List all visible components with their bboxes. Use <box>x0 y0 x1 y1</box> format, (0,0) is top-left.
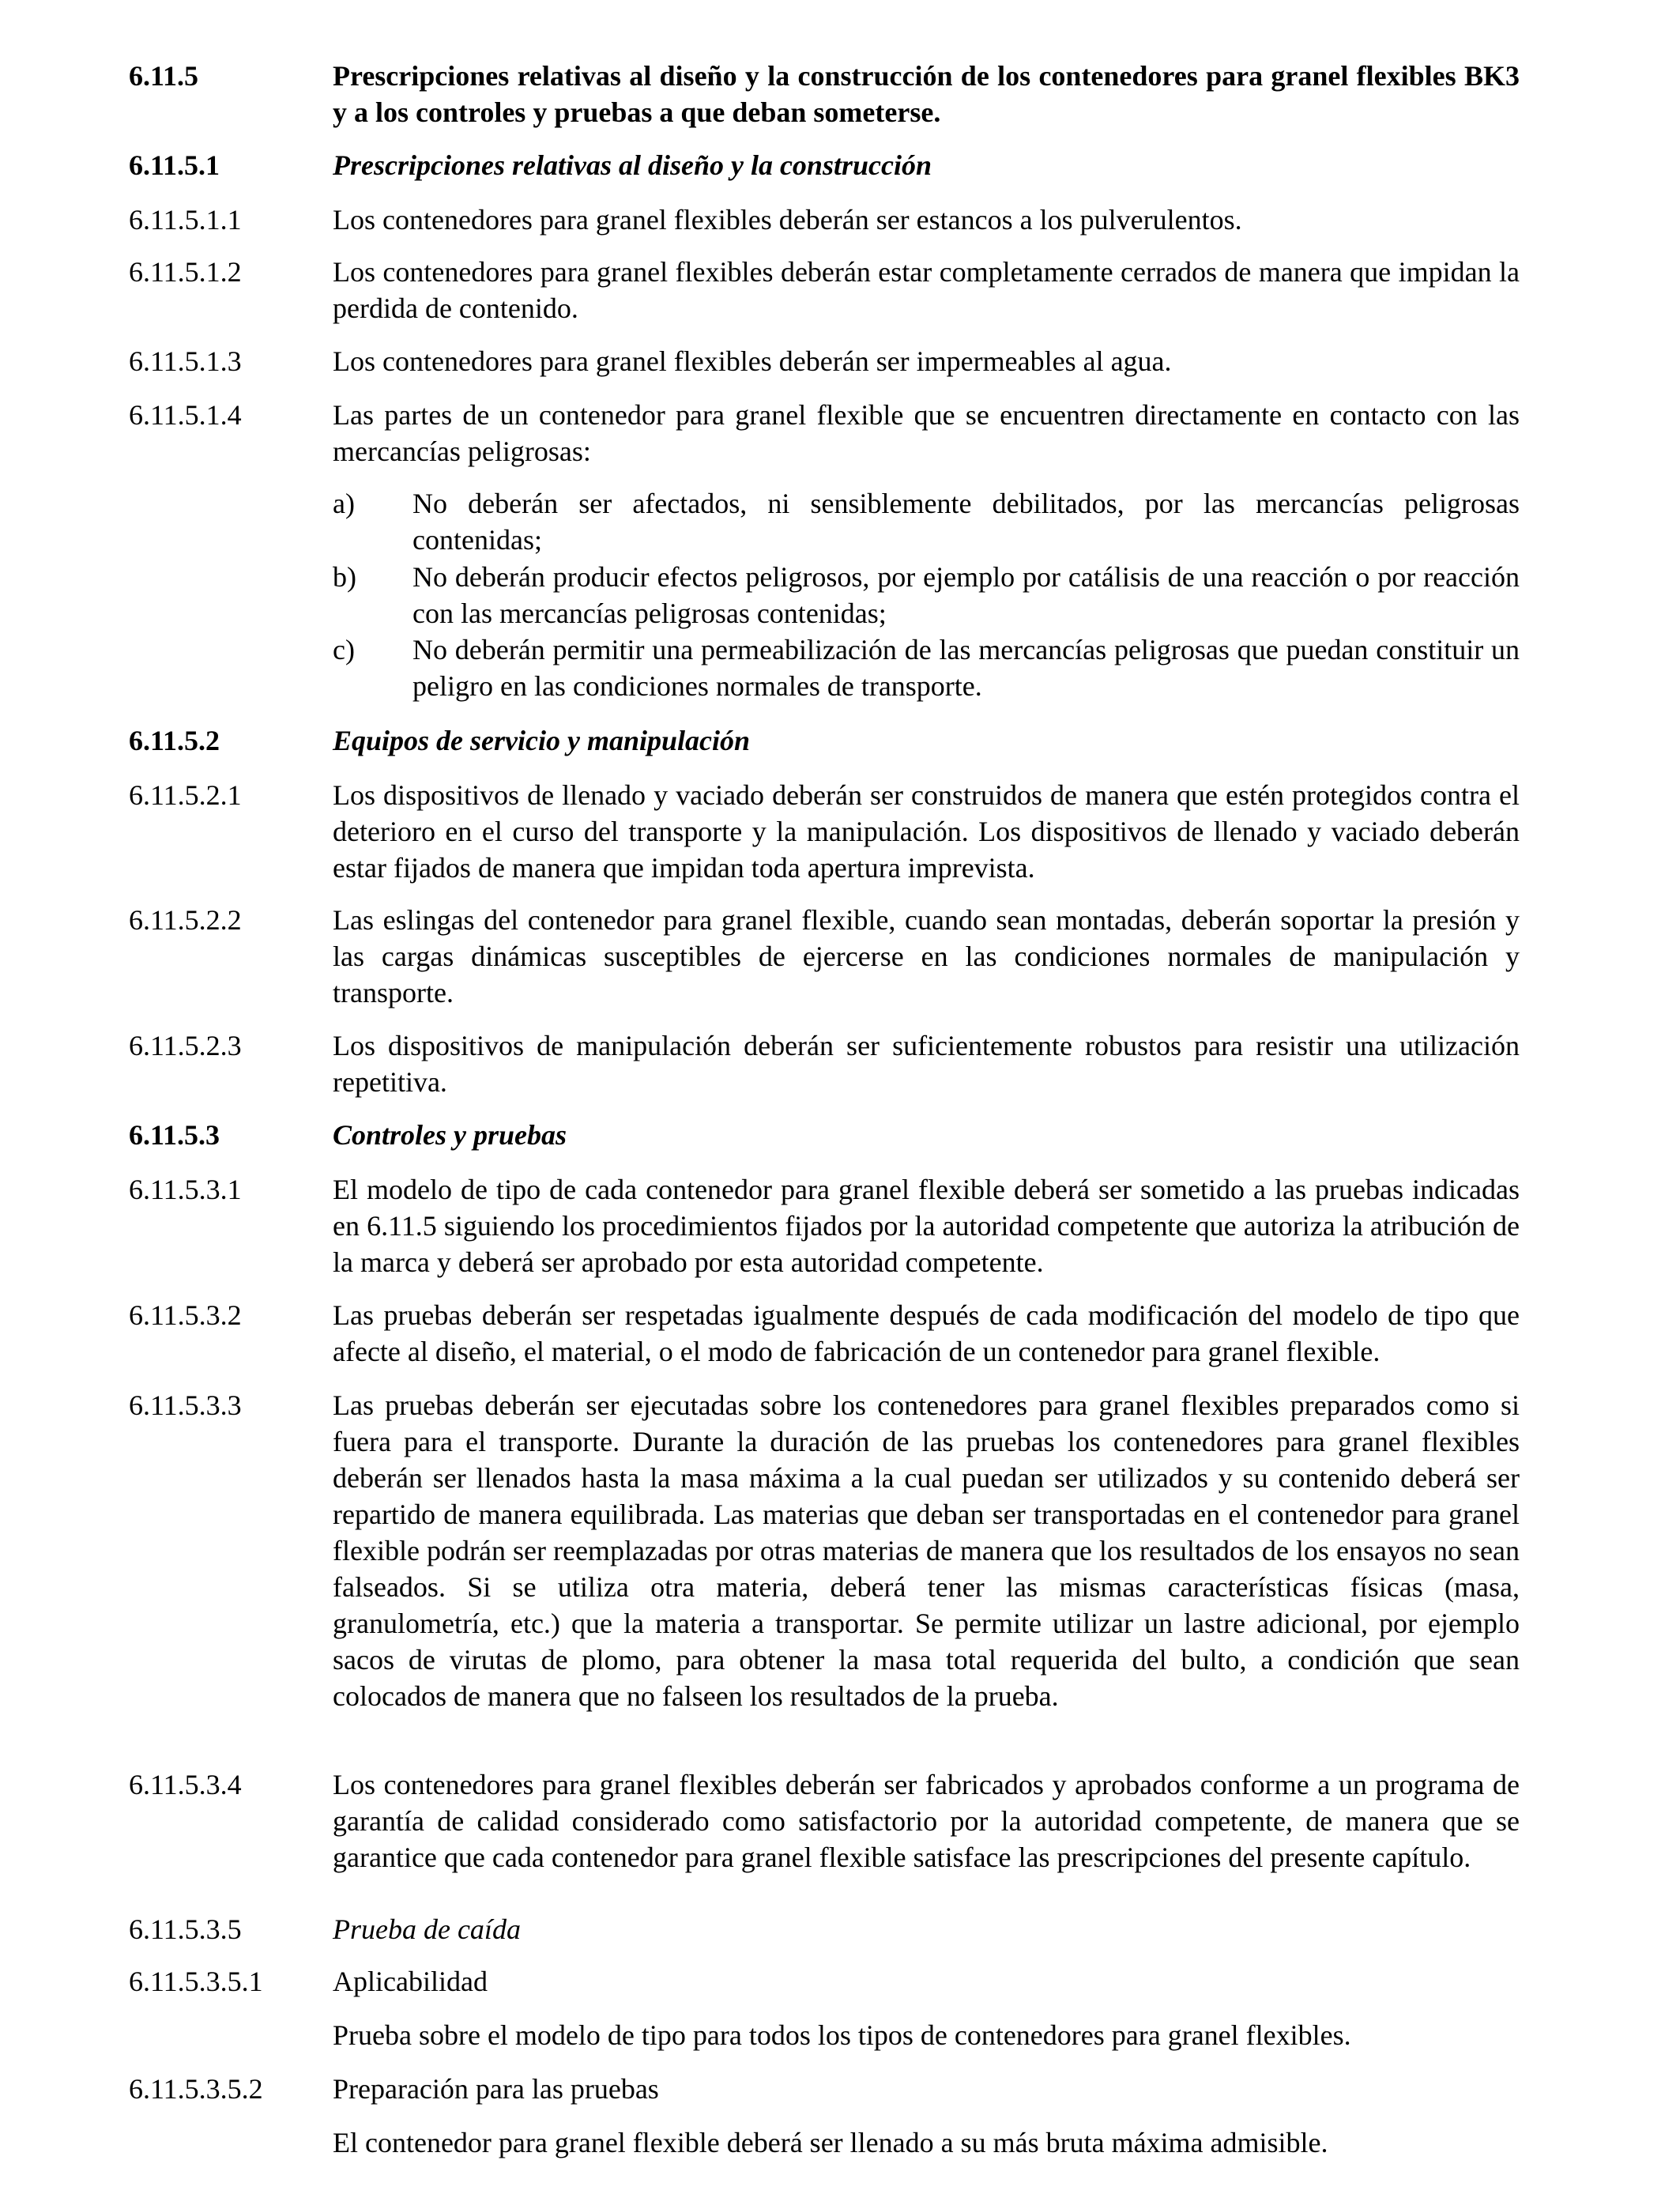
list-item-text: No deberán permitir una permeabilización de las mercancías peligrosas que puedan constituir un peligro en las condiciones normales de transporte. <box>412 634 1520 702</box>
paragraph-heading: Aplicabilidad <box>333 1966 488 1997</box>
section-number: 6.11.5.2 <box>129 725 220 756</box>
paragraph-number: 6.11.5.1.4 <box>129 399 242 431</box>
paragraph-number: 6.11.5.1.2 <box>129 256 242 288</box>
subsection-title: Controles y pruebas <box>333 1119 567 1151</box>
paragraph-number: 6.11.5.3.5.2 <box>129 2073 263 2105</box>
paragraph-text: El contenedor para granel flexible deberá ser llenado a su más bruta máxima admisible. <box>333 2127 1328 2158</box>
paragraph-number: 6.11.5.2.2 <box>129 904 242 936</box>
paragraph-number: 6.11.5.3.4 <box>129 1769 242 1800</box>
paragraph-text: Prueba sobre el modelo de tipo para todos los tipos de contenedores para granel flexibles. <box>333 2019 1351 2051</box>
paragraph-text: Los dispositivos de llenado y vaciado deberán ser construidos de manera que estén protegidos contra el deterioro en el curso del transporte y la manipulación. Los dispositivos de llenado y vaciado deberán estar fijados de manera que impidan toda apertura imprevista. <box>333 779 1520 884</box>
paragraph-number: 6.11.5.3.2 <box>129 1299 242 1331</box>
paragraph-text: Las partes de un contenedor para granel flexible que se encuentren directamente en contacto con las mercancías peligrosas: <box>333 399 1520 467</box>
list-item-label: a) <box>333 488 355 519</box>
section-number: 6.11.5.1 <box>129 149 220 181</box>
paragraph-text: Los contenedores para granel flexibles deberán ser impermeables al agua. <box>333 345 1172 377</box>
paragraph-text: Las pruebas deberán ser respetadas igualmente después de cada modificación del modelo de tipo que afecte al diseño, el material, o el modo de fabricación de un contenedor para granel flexible. <box>333 1299 1520 1367</box>
paragraph-number: 6.11.5.2.3 <box>129 1030 242 1061</box>
paragraph-number: 6.11.5.3.3 <box>129 1389 242 1421</box>
paragraph-text: Los contenedores para granel flexibles deberán ser estancos a los pulverulentos. <box>333 204 1242 236</box>
paragraph-number: 6.11.5.1.3 <box>129 345 242 377</box>
paragraph-text: Los contenedores para granel flexibles deberán estar completamente cerrados de manera que impidan la perdida de contenido. <box>333 256 1520 324</box>
list-item-label: c) <box>333 634 355 665</box>
subsection-title: Prescripciones relativas al diseño y la construcción <box>333 149 932 181</box>
paragraph-text: Las eslingas del contenedor para granel flexible, cuando sean montadas, deberán soportar la presión y las cargas dinámicas susceptibles de ejercerse en las condiciones normales de manipulación y transporte. <box>333 904 1520 1008</box>
section-title: Prescripciones relativas al diseño y la construcción de los contenedores para granel flexibles BK3 y a los controles y pruebas a que deban someterse. <box>333 60 1520 128</box>
list-item-text: No deberán producir efectos peligrosos, por ejemplo por catálisis de una reacción o por reacción con las mercancías peligrosas contenidas; <box>412 561 1520 629</box>
paragraph-number: 6.11.5.2.1 <box>129 779 242 811</box>
paragraph-text: Los dispositivos de manipulación deberán ser suficientemente robustos para resistir una utilización repetitiva. <box>333 1030 1520 1098</box>
subsection-title: Equipos de servicio y manipulación <box>333 725 751 756</box>
paragraph-text: El modelo de tipo de cada contenedor para granel flexible deberá ser sometido a las pruebas indicadas en 6.11.5 siguiendo los procedimientos fijados por la autoridad competente que autoriza la atribución de la marca y deberá ser aprobado por esta autoridad competente. <box>333 1174 1520 1278</box>
paragraph-number: 6.11.5.1.1 <box>129 204 242 236</box>
list-item-text: No deberán ser afectados, ni sensiblemente debilitados, por las mercancías peligrosas contenidas; <box>412 488 1520 556</box>
list-item-label: b) <box>333 561 356 593</box>
section-number: 6.11.5.3 <box>129 1119 220 1151</box>
paragraph-text: Las pruebas deberán ser ejecutadas sobre los contenedores para granel flexibles preparados como si fuera para el transporte. Durante la duración de las pruebas los contenedores para granel flexibles deberán ser llenados hasta la masa máxima a la cual puedan ser utilizados y su contenido deberá ser repartido de manera equilibrada. Las materias que deban ser transportadas en el contenedor para granel flexible podrán ser reemplazadas por otras materias de manera que los resultados de los ensayos no sean falseados. Si se utiliza otra materia, deberá tener las mismas características físicas (masa, granulometría, etc.) que la materia a transportar. Se permite utilizar un lastre adicional, por ejemplo sacos de virutas de plomo, para obtener la masa total requerida del bulto, a condición que sean colocados de manera que no falseen los resultados de la prueba. <box>333 1389 1520 1712</box>
paragraph-heading: Preparación para las pruebas <box>333 2073 659 2105</box>
paragraph-number: 6.11.5.3.5.1 <box>129 1966 263 1997</box>
paragraph-number: 6.11.5.3.5 <box>129 1913 242 1945</box>
section-number: 6.11.5 <box>129 60 199 92</box>
paragraph-text: Los contenedores para granel flexibles deberán ser fabricados y aprobados conforme a un programa de garantía de calidad considerado como satisfactorio por la autoridad competente, de manera que se garantice que cada contenedor para granel flexible satisface las prescripciones del presente capítulo. <box>333 1769 1520 1873</box>
paragraph-heading: Prueba de caída <box>333 1913 521 1945</box>
paragraph-number: 6.11.5.3.1 <box>129 1174 242 1205</box>
